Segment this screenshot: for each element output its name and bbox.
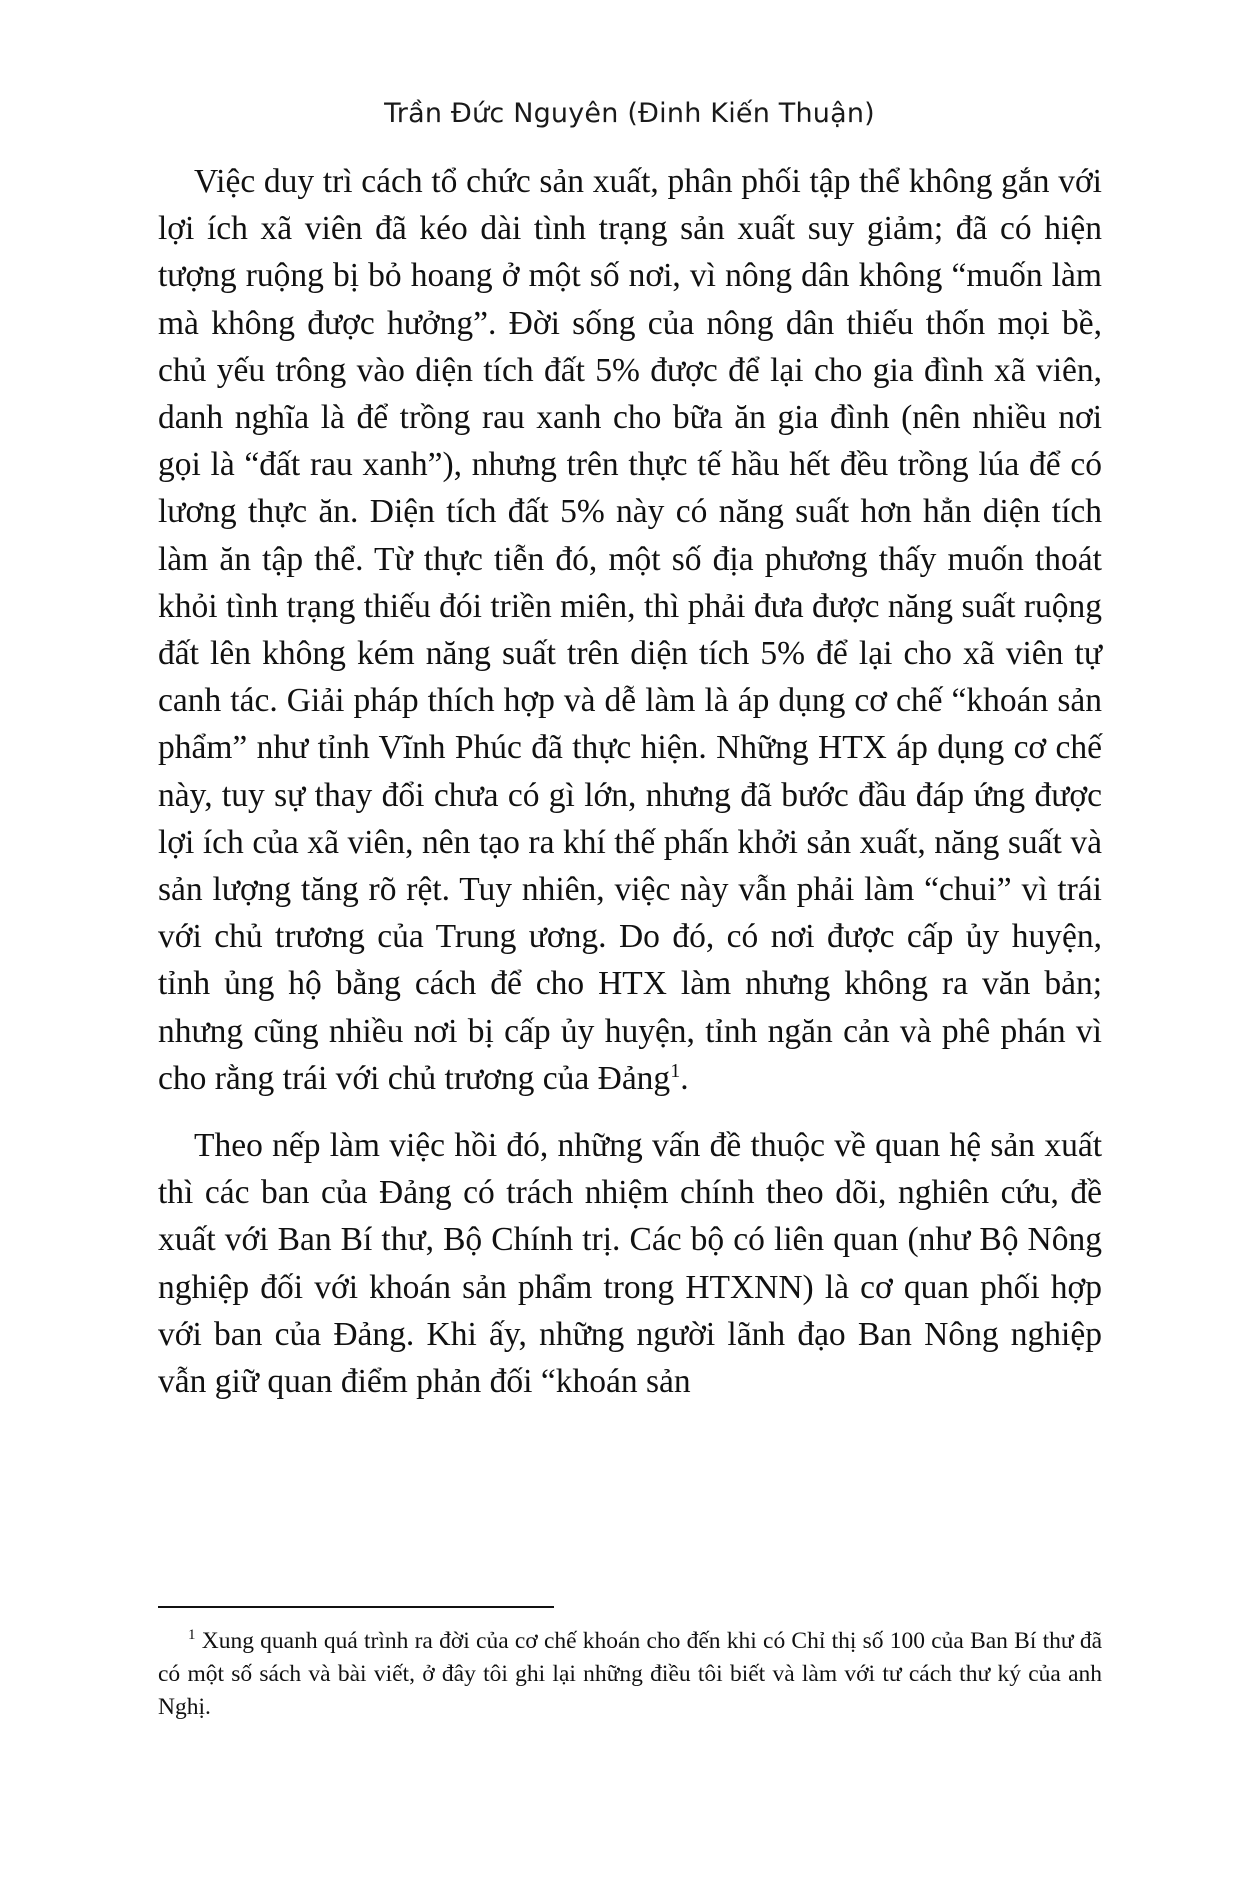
- footnote-divider: [158, 1606, 554, 1608]
- paragraph-1-end: .: [680, 1059, 689, 1097]
- footnote-text: Xung quanh quá trình ra đời của cơ chế khoán cho đến khi có Chỉ thị số 100 của Ban Bí thư đã có một số sách và bài viết, ở đây tôi ghi lại những điều tôi biết và làm với tư cách thư ký của anh Nghị.: [158, 1628, 1103, 1720]
- paragraph-1-text: Việc duy trì cách tổ chức sản xuất, phân phối tập thể không gắn với lợi ích xã viên đã kéo dài tình trạng sản xuất suy giảm; đã có hiện tượng ruộng bị bỏ hoang ở một số nơi, vì nông dân không “muốn làm mà không được hưởng”. Đời sống của nông dân thiếu thốn mọi bề, chủ yếu trông vào diện tích đất 5% được để lại cho gia đình xã viên, danh nghĩa là để trồng rau xanh cho bữa ăn gia đình (nên nhiều nơi gọi là “đất rau xanh”), nhưng trên thực tế hầu hết đều trồng lúa để có lương thực ăn. Diện tích đất 5% này có năng suất hơn hẳn diện tích làm ăn tập thể. Từ thực tiễn đó, một số địa phương thấy muốn thoát khỏi tình trạng thiếu đói triền miên, thì phải đưa được năng suất ruộng đất lên không kém năng suất trên diện tích 5% để lại cho xã viên tự canh tác. Giải pháp thích hợp và dễ làm là áp dụng cơ chế “khoán sản phẩm” như tỉnh Vĩnh Phúc đã thực hiện. Những HTX áp dụng cơ chế này, tuy sự thay đổi chưa có gì lớn, nhưng đã bước đầu đáp ứng được lợi ích của xã viên, nên tạo ra khí thế phấn khởi sản xuất, năng suất và sản lượng tăng rõ rệt. Tuy nhiên, việc này vẫn phải làm “chui” vì trái với chủ trương của Trung ương. Do đó, có nơi được cấp ủy huyện, tỉnh ủng hộ bằng cách để cho HTX làm nhưng không ra văn bản; nhưng cũng nhiều nơi bị cấp ủy huyện, tỉnh ngăn cản và phê phán vì cho rằng trái với chủ trương của Đảng: [158, 163, 1102, 1097]
- running-header: Trần Đức Nguyên (Đinh Kiến Thuận): [384, 98, 875, 129]
- paragraph-1: [158, 158, 1102, 1102]
- footnote-marker: 1: [188, 1627, 196, 1644]
- main-text: [158, 158, 1102, 1405]
- footnote-reference: 1: [670, 1059, 681, 1082]
- paragraph-2: Theo nếp làm việc hồi đó, những vấn đề thuộc về quan hệ sản xuất thì các ban của Đảng có trách nhiệm chính theo dõi, nghiên cứu, đề xuất với Ban Bí thư, Bộ Chính trị. Các bộ có liên quan (như Bộ Nông nghiệp đối với khoán sản phẩm trong HTXNN) là cơ quan phối hợp với ban của Đảng. Khi ấy, những người lãnh đạo Ban Nông nghiệp vẫn giữ quan điểm phản đối “khoán sản: [158, 1127, 1102, 1401]
- footnote: [158, 1625, 1102, 1724]
